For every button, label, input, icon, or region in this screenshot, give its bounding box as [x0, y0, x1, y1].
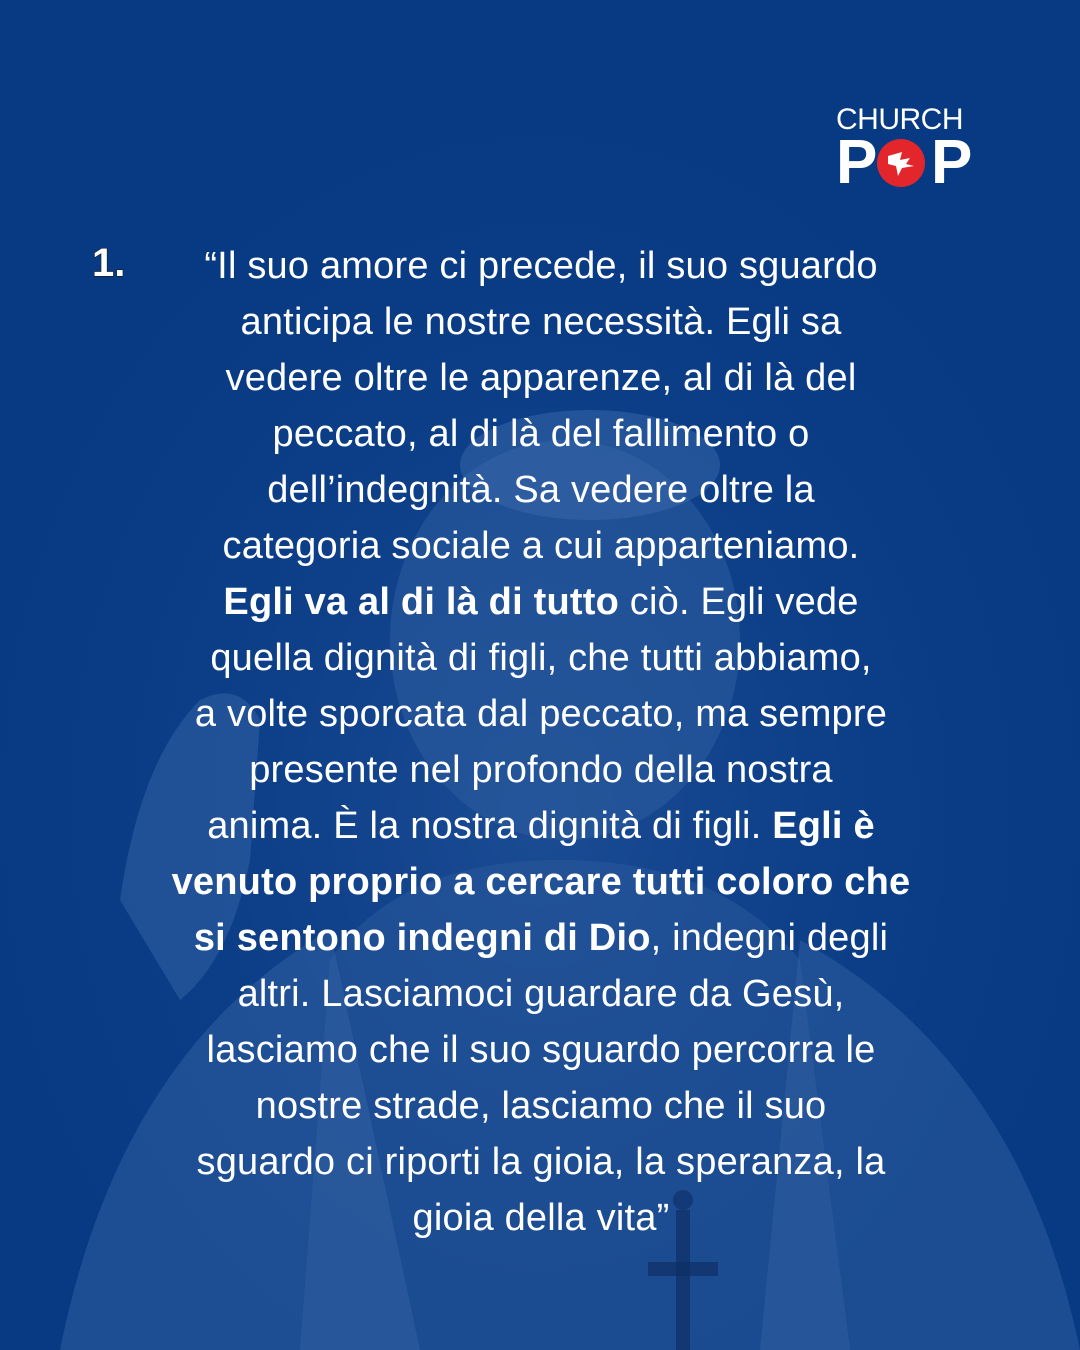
logo-pop-text [836, 128, 976, 197]
quote-segment: quella dignità di figli, che tutti abbiamo, [210, 637, 872, 679]
quote-segment: gioia della vita” [412, 1197, 670, 1239]
quote-line [118, 854, 964, 910]
quote-line [118, 238, 964, 294]
quote-segment: anticipa le nostre necessità. Egli sa [240, 301, 842, 343]
quote-line [118, 630, 964, 686]
quote-segment: nostre strade, lasciamo che il suo [255, 1085, 827, 1127]
quote-line [118, 462, 964, 518]
logo-dove-icon [876, 138, 926, 188]
quote-bold-segment: Egli è [772, 805, 875, 847]
quote-line [118, 574, 964, 630]
quote-segment: altri. Lasciamoci guardare da Gesù, [237, 973, 845, 1015]
quote-segment: lasciamo che il suo sguardo percorra le [206, 1029, 876, 1071]
logo-p2: P [931, 128, 973, 197]
quote-bold-segment: Egli va al di là di tutto [223, 581, 620, 623]
quote-bold-segment: si sentono indegni di Dio [193, 917, 651, 959]
quote-line [118, 350, 964, 406]
quote-line [118, 294, 964, 350]
quote-line [118, 966, 964, 1022]
quote-segment: presente nel profondo della nostra [249, 749, 833, 791]
quote-line [118, 1078, 964, 1134]
quote-segment: anima. È la nostra dignità di figli. [207, 805, 773, 847]
quote-segment: ciò. Egli vede [619, 581, 859, 623]
quote-segment: peccato, al di là del fallimento o [272, 413, 810, 455]
quote-segment: categoria sociale a cui apparteniamo. [222, 525, 860, 567]
logo-church-text: CHURCH [836, 103, 963, 136]
quote-text [118, 238, 964, 1246]
quote-segment: vedere oltre le apparenze, al di là del [225, 357, 857, 399]
quote-line [118, 1022, 964, 1078]
quote-line [118, 1190, 964, 1246]
quote-line [118, 406, 964, 462]
quote-bold-segment: venuto proprio a cercare tutti coloro che [171, 861, 911, 903]
quote-segment: a volte sporcata dal peccato, ma sempre [194, 693, 888, 735]
quote-line [118, 742, 964, 798]
quote-segment: “Il suo amore ci precede, il suo sguardo [204, 245, 878, 287]
item-number: 1. [92, 241, 126, 285]
quote-segment: dell’indegnità. Sa vedere oltre la [267, 469, 815, 511]
quote-segment: sguardo ci riporti la gioia, la speranza, la [196, 1141, 886, 1183]
quote-line [118, 1134, 964, 1190]
quote-segment: , indegni degli [650, 917, 889, 959]
churchpop-logo [836, 103, 976, 197]
logo-p1: P [836, 128, 878, 197]
quote-line [118, 910, 964, 966]
quote-line [118, 798, 964, 854]
quote-line [118, 686, 964, 742]
quote-line [118, 518, 964, 574]
